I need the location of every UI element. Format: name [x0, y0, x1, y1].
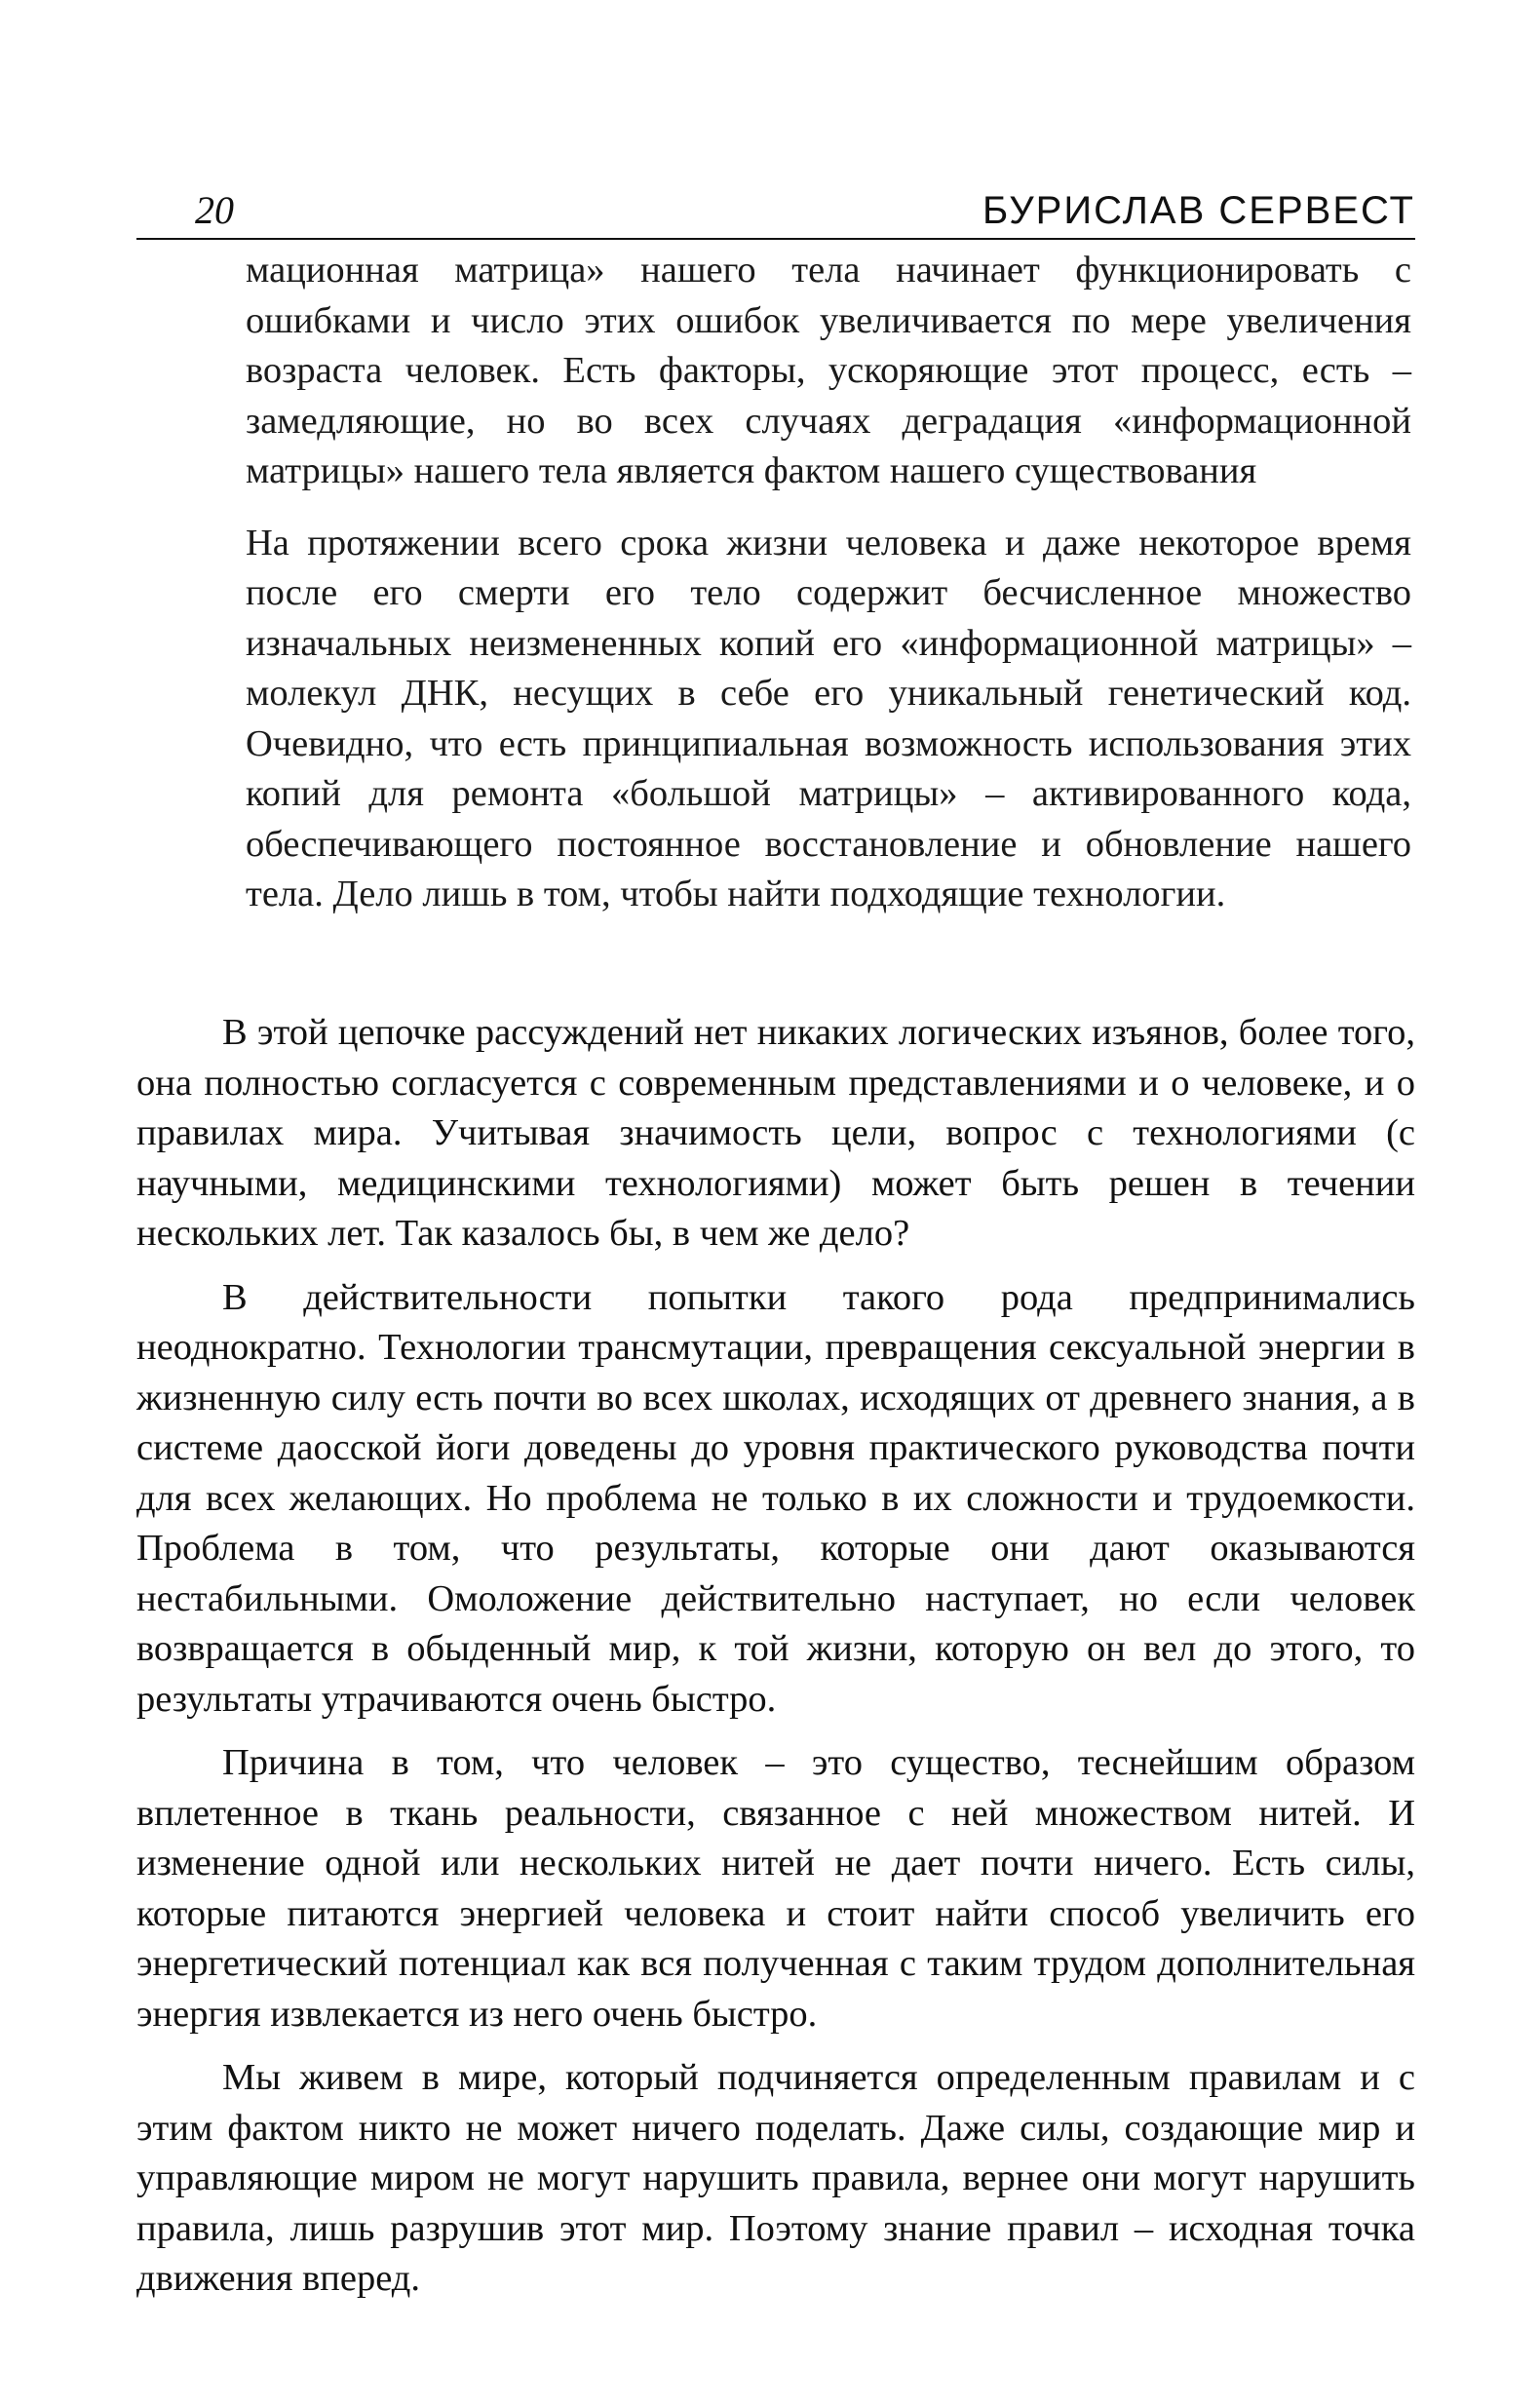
main-text — [136, 1008, 1415, 2318]
quote-paragraph: На протяжении всего срока жизни человека и даже некоторое время после его смерти его тело содержит бесчисленное множество изначальных неизмененных копий его «информационной матрицы» – молекул ДНК, несущих в себе его уникальный генетический код. Очевидно, что есть принципиальная возможность использования этих копий для ремонта «большой матрицы» – активированного кода, обеспечивающего постоянное восстановление и обновление нашего тела. Дело лишь в том, чтобы найти подходящие технологии. — [246, 522, 1411, 914]
body-paragraph: В этой цепочке рассуждений нет никаких логических изъянов, более того, она полностью согласуется с современным представлениями и о человеке, и о правилах мира. Учитывая значимость цели, вопрос с технологиями (с научными, медицинскими технологиями) может быть решен в течении нескольких лет. Так казалось бы, в чем же дело? — [136, 1012, 1415, 1254]
page-number: 20 — [195, 188, 234, 232]
book-author: БУРИСЛАВ СЕРВЕСТ — [982, 189, 1415, 232]
body-paragraph: Причина в том, что человек – это существо, теснейшим образом вплетенное в ткань реальности, связанное с ней множеством нитей. И изменение одной или нескольких нитей не дает почти ничего. Есть силы, которые питаются энергией человека и стоит найти способ увеличить его энергетический потенциал как вся полученная с таким трудом дополнительная энергия извлекается из него очень быстро. — [136, 1742, 1415, 2035]
body-paragraph: В действительности попытки такого рода предпринимались неоднократно. Технологии трансмутации, превращения сексуальной энергии в жизненную силу есть почти во всех школах, исходящих от древнего знания, а в системе даосской йоги доведены до уровня практического руководства почти для всех желающих. Но проблема не только в их сложности и трудоемкости. Проблема в том, что результаты, которые они дают оказываются нестабильными. Омоложение действительно наступает, но если человек возвращается в обыденный мир, к той жизни, которую он вел до этого, то результаты утрачиваются очень быстро. — [136, 1276, 1415, 1720]
running-head — [136, 187, 1415, 240]
body-paragraph: Мы живем в мире, который подчиняется определенным правилам и с этим фактом никто не может ничего поделать. Даже силы, создающие мир и управляющие миром не могут нарушить правила, вернее они могут нарушить правила, лишь разрушив этот мир. Поэтому знание правил – исходная точка движения вперед. — [136, 2057, 1415, 2299]
quote-paragraph: мационная матрица» нашего тела начинает функционировать с ошибками и число этих ошибок увеличивается по мере увеличения возраста человек. Есть факторы, ускоряющие этот процесс, есть – замедляющие, но во всех случаях деградация «информационной матрицы» нашего тела является фактом нашего существования — [246, 250, 1411, 491]
quoted-passage — [246, 246, 1411, 942]
